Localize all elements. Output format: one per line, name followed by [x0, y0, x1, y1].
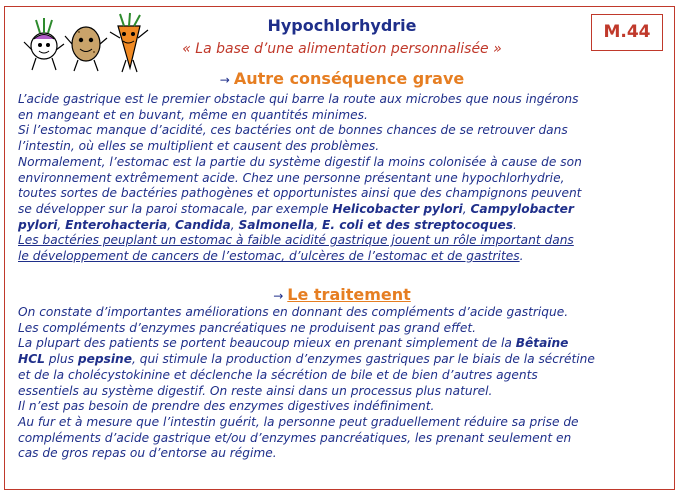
- text-fragment: La plupart des patients se portent beaucoup mieux en prenant simplement de la: [18, 336, 516, 351]
- section-heading-label: Autre conséquence grave: [233, 69, 465, 88]
- bacteria-name: Enterohacteria: [65, 217, 168, 232]
- separator: ,: [314, 217, 323, 232]
- separator: ,: [230, 217, 239, 232]
- text-line: Il n’est pas besoin de prendre des enzymes digestives indéfiniment.: [18, 399, 435, 414]
- text-line-bacteria: [18, 202, 668, 218]
- separator: .: [519, 249, 524, 264]
- text-line: Au fur et à mesure que l’intestin guérit, la personne peut graduellement réduire sa prise de: [18, 414, 579, 429]
- module-badge: M.44: [591, 14, 663, 51]
- bacteria-name: E. coli et des streptocoques: [322, 217, 514, 232]
- section-consequence-body: [18, 92, 668, 265]
- text-line: l’intestin, où elles se multiplient et causent des problèmes.: [18, 139, 380, 154]
- separator: .: [513, 217, 517, 232]
- section-heading-consequence: [0, 69, 684, 88]
- text-line: et de la cholécystokinine et déclenche la sécrétion de bile et de bien d’autres agents: [18, 367, 538, 382]
- bacteria-name: Candida: [175, 217, 231, 232]
- separator: ,: [57, 217, 66, 232]
- page-subtitle: « La base d’une alimentation personnalisée »: [182, 41, 502, 57]
- text-line: [18, 352, 668, 368]
- underlined-line: Les bactéries peuplant un estomac à faible acidité gastrique jouent un rôle important dans: [18, 233, 574, 248]
- text-line: Les compléments d’enzymes pancréatiques ne produisent pas grand effet.: [18, 320, 477, 335]
- text-fragment: plus: [44, 352, 78, 367]
- bacteria-name: pylori: [18, 217, 58, 232]
- text-line: cas de gros repas ou d’entorse au régime.: [18, 446, 277, 461]
- text-line: Normalement, l’estomac est la partie du système digestif la moins colonisée à cause de son: [18, 154, 582, 169]
- text-line-bacteria: [18, 218, 668, 234]
- text-line: L’acide gastrique est le premier obstacle qui barre la route aux microbes que nous ingérons: [18, 92, 579, 106]
- text-line: toutes sortes de bactéries pathogènes et opportunistes ainsi que des champignons peuvent: [18, 186, 582, 201]
- section-treatment-body: [18, 305, 668, 462]
- separator: ,: [462, 201, 471, 216]
- text-line: en mangeant et en buvant, même en quantités minimes.: [18, 107, 368, 122]
- text-line: [18, 336, 668, 352]
- bacteria-name: Campylobacter: [470, 201, 574, 216]
- underlined-line: [18, 249, 668, 265]
- section-heading-treatment: [0, 285, 684, 304]
- text-line: environnement extrêmement acide. Chez une personne présentant une hypochlorhydrie,: [18, 170, 565, 185]
- text-line: compléments d’acide gastrique et/ou d’enzymes pancréatiques, les prenant seulement en: [18, 430, 572, 445]
- section-heading-label: Le traitement: [287, 285, 411, 304]
- arrow-right-icon: →: [273, 289, 284, 303]
- arrow-right-icon: →: [219, 73, 230, 87]
- text-fragment: , qui stimule la production d’enzymes gastriques par le biais de la sécrétine: [131, 352, 595, 367]
- text-line: essentiels au système digestif. On reste ainsi dans un processus plus naturel.: [18, 383, 493, 398]
- page-title: Hypochlorhydrie: [267, 16, 417, 35]
- product-name: HCL: [18, 352, 45, 367]
- separator: ,: [167, 217, 176, 232]
- bacteria-name: Helicobacter pylori: [332, 201, 463, 216]
- text-fragment: se développer sur la paroi stomacale, par exemple: [18, 201, 333, 216]
- text-line: Si l’estomac manque d’acidité, ces bactéries ont de bonnes chances de se retrouver dans: [18, 123, 568, 138]
- underlined-text: le développement de cancers de l’estomac, d’ulcères de l’estomac et de gastrites: [18, 249, 520, 264]
- product-name: Bêtaïne: [515, 336, 569, 351]
- product-name: pepsine: [77, 352, 132, 367]
- text-line: On constate d’importantes améliorations en donnant des compléments d’acide gastrique.: [18, 305, 569, 319]
- bacteria-name: Salmonella: [238, 217, 315, 232]
